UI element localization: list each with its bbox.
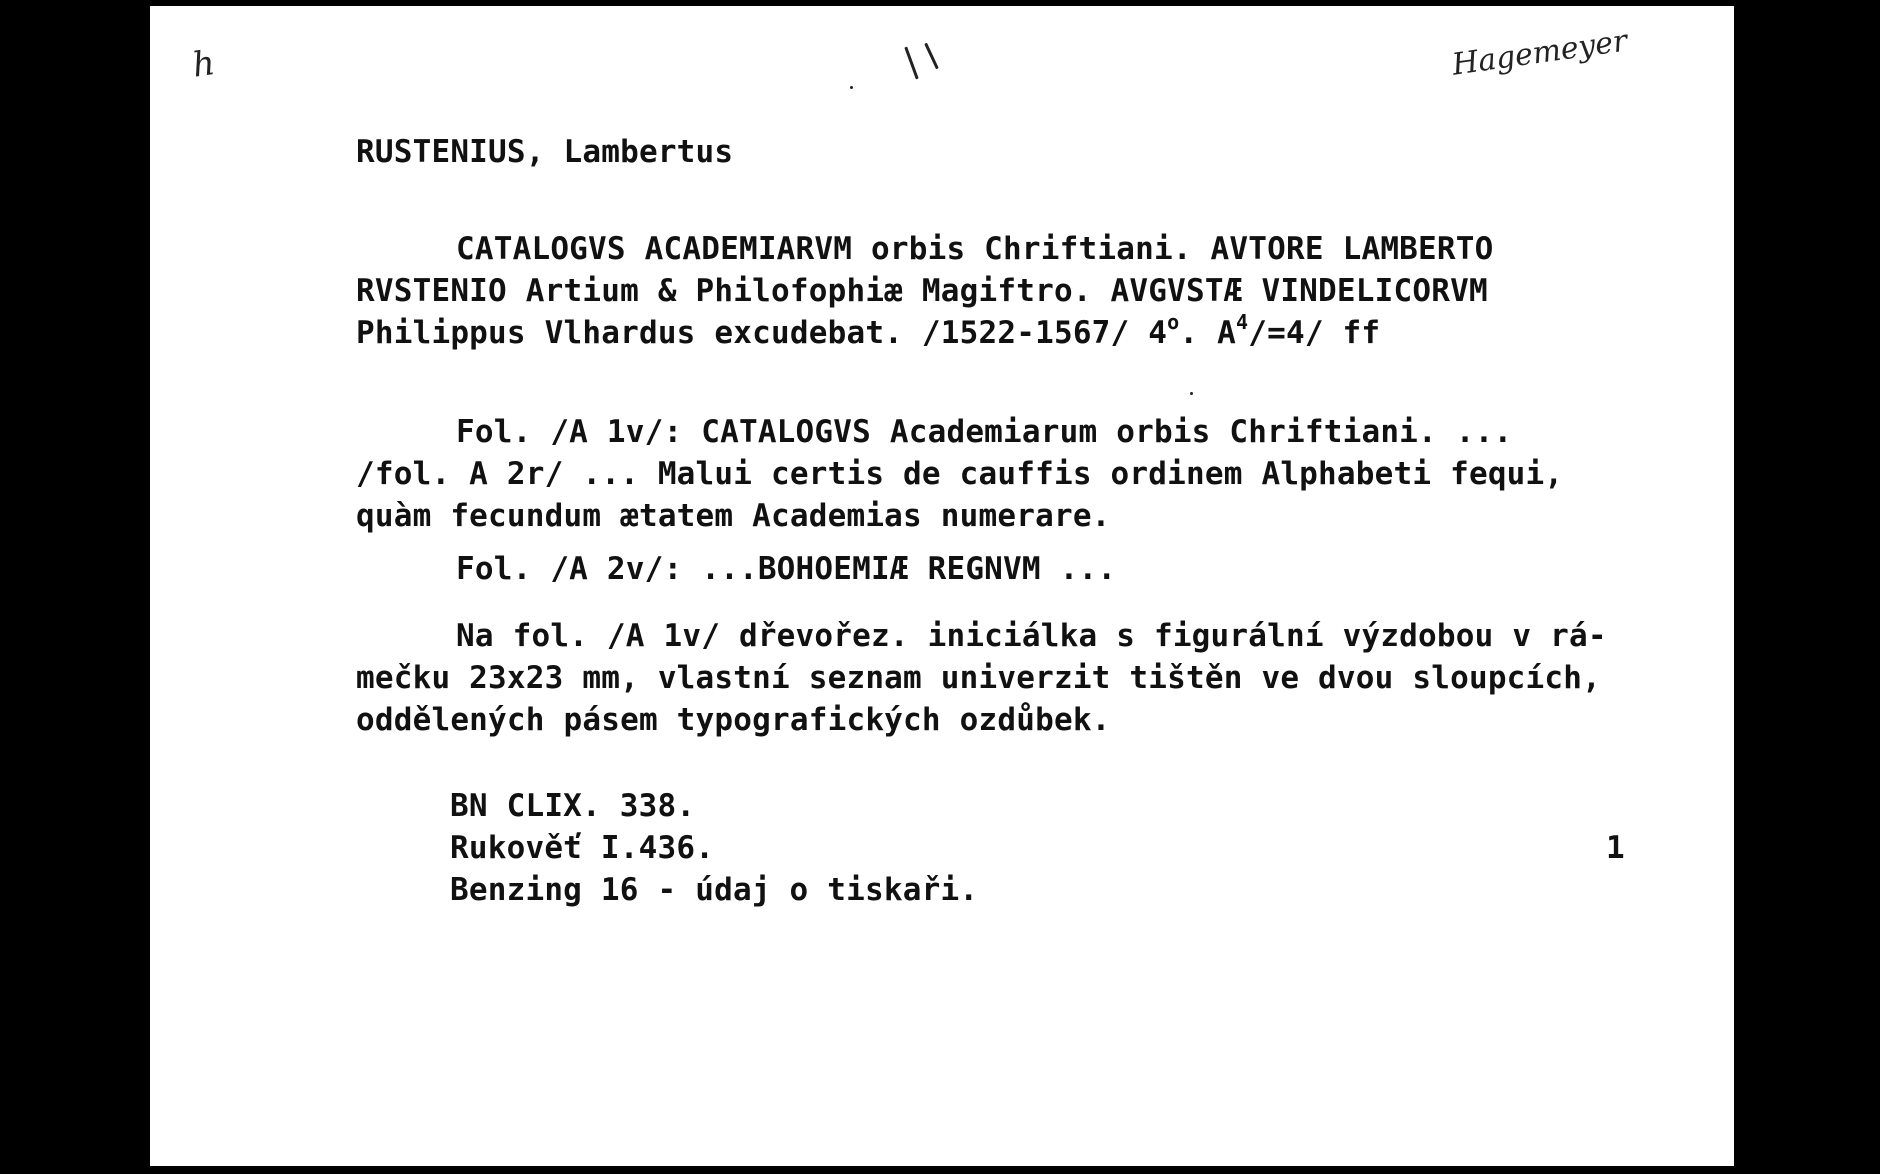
card-number: 1 <box>1606 830 1625 866</box>
author-heading: RUSTENIUS, Lambertus <box>356 134 734 170</box>
handwritten-mark-top-left: h <box>190 42 218 86</box>
note-line-3: oddělených pásem typografických ozdůbek. <box>356 702 1111 738</box>
note-line-2: mečku 23x23 mm, vlastní seznam univerzit tištěn ve dvou sloupcích, <box>356 660 1601 696</box>
reference-benzing: Benzing 16 - údaj o tiskaři. <box>450 872 979 908</box>
fol-line: Fol. /A 2v/: ...BOHOEMIÆ REGNVM ... <box>456 551 1117 587</box>
title-line-1: CATALOGVS ACADEMIARVM orbis Chriftiani. AVTORE LAMBERTO <box>456 231 1494 267</box>
signature-superscript: 4 <box>1235 310 1249 334</box>
scan-speck <box>850 86 853 89</box>
reference-rukovet: Rukověť I.436. <box>450 830 715 866</box>
title-line-2: RVSTENIO Artium & Philofophiæ Magiftro. AVGVSTÆ VINDELICORVM <box>356 273 1488 309</box>
scan-speck <box>904 47 918 80</box>
note-line-1: Na fol. /A 1v/ dřevořez. iniciálka s figurální výzdobou v rá- <box>456 618 1607 654</box>
handwritten-note-top-right: Hagemeyer <box>1450 23 1630 83</box>
scan-speck <box>1190 392 1193 395</box>
imprint-leaves: /=4/ ff <box>1248 315 1381 351</box>
incipit-line-3: quàm fecundum ætatem Academias numerare. <box>356 498 1111 534</box>
incipit-line-1: Fol. /A 1v/: CATALOGVS Academiarum orbis Chriftiani. ... <box>456 414 1513 450</box>
format-degree-mark: o <box>1167 310 1180 334</box>
catalog-card <box>150 6 1734 1166</box>
imprint-signature: . A <box>1179 315 1236 351</box>
imprint-text: Philippus Vlhardus excudebat. /1522-1567/ 4 <box>356 315 1168 351</box>
imprint-line <box>356 310 1381 351</box>
scan-speck <box>924 43 939 70</box>
incipit-line-2: /fol. A 2r/ ... Malui certis de cauffis ordinem Alphabeti fequi, <box>356 456 1564 492</box>
reference-bn: BN CLIX. 338. <box>450 788 696 824</box>
